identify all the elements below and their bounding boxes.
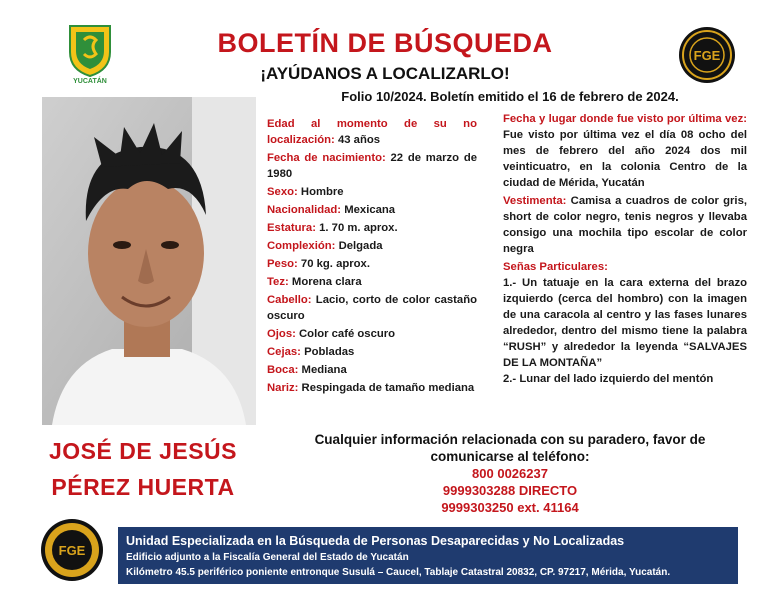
physical-details (267, 116, 477, 398)
shield-text: YUCATÁN (73, 78, 107, 84)
detail-sex: Sexo: Hombre (267, 186, 344, 198)
page-subtitle: ¡AYÚDANOS A LOCALIZARLO! (260, 64, 510, 83)
detail-nationality: Nacionalidad: Mexicana (267, 204, 396, 216)
detail-mark-2: 2.- Lunar del lado izquierdo del mentón (503, 373, 714, 385)
contact-message: Cualquier información relacionada con su paradero, favor de comunicarse al teléfono: (314, 432, 706, 464)
detail-age: Edad al momento de su no localización: 43 años (267, 118, 477, 146)
detail-hair: Cabello: Lacio, corto de color castaño oscuro (267, 294, 478, 322)
detail-nose: Nariz: Respingada de tamaño mediana (267, 382, 475, 394)
fge-unit-logo (40, 518, 104, 582)
page-title: BOLETÍN DE BÚSQUEDA (217, 28, 553, 58)
contact-phone-1: 800 0026237 (472, 466, 548, 481)
detail-birthdate: Fecha de nacimiento: 22 de marzo de 1980 (267, 152, 477, 180)
contact-section (290, 431, 730, 516)
detail-height: Estatura: 1. 70 m. aprox. (267, 222, 398, 234)
detail-eyes: Ojos: Color café oscuro (267, 328, 396, 340)
folio-line: Folio 10/2024. Boletín emitido el 16 de febrero de 2024. (341, 89, 679, 104)
detail-clothing: Vestimenta: Camisa a cuadros de color gris, short de color negro, tenis negros y llevaba consigo una mochila tipo escolar de color negra (503, 195, 747, 255)
detail-complexion: Tez: Morena clara (267, 276, 362, 288)
fge-seal-logo (678, 26, 736, 84)
detail-eyebrows: Cejas: Pobladas (267, 346, 355, 358)
detail-weight: Peso: 70 kg. aprox. (267, 258, 370, 270)
footer-unit-name: Unidad Especializada en la Búsqueda de Personas Desaparecidas y No Localizadas (126, 534, 625, 548)
last-seen-details (503, 111, 747, 387)
person-name-line1: JOSÉ DE JESÚS (48, 438, 238, 464)
detail-mouth: Boca: Mediana (267, 364, 347, 376)
detail-marks-label: Señas Particulares: (503, 261, 608, 273)
detail-last-seen: Fecha y lugar donde fue visto por última vez: Fue visto por última vez el día 08 ocho del mes de febrero del año 2024 dos mil veinticuatro, en la colonia Centro de la ciudad de Mérida, Yucatán (503, 113, 747, 189)
fge-text: FGE (693, 48, 721, 63)
detail-mark-1: 1.- Un tatuaje en la cara externa del brazo izquierdo (cerca del hombro) con la imagen de una caracola al centro y las fases lunares alrededor, dentro del mismo tiene la palabra “RUSH” y alrededor la leyenda “SALVAJES DE LA MONTAÑA” (503, 277, 747, 369)
person-photo (42, 97, 256, 425)
footer-building: Edificio adjunto a la Fiscalía General del Estado de Yucatán (126, 552, 409, 563)
contact-phone-3: 9999303250 ext. 41164 (441, 500, 579, 515)
person-name-line2: PÉREZ HUERTA (51, 474, 235, 500)
detail-build: Complexión: Delgada (267, 240, 383, 252)
fge-text-bottom: FGE (58, 543, 86, 558)
footer-band (118, 527, 738, 584)
contact-phone-2: 9999303288 DIRECTO (442, 483, 578, 498)
footer-address: Kilómetro 45.5 periférico poniente entronque Susulá – Caucel, Tablaje Catastral 20832, CP. 97217, Mérida, Yucatán. (126, 567, 671, 578)
yucatan-shield-logo (66, 22, 114, 84)
